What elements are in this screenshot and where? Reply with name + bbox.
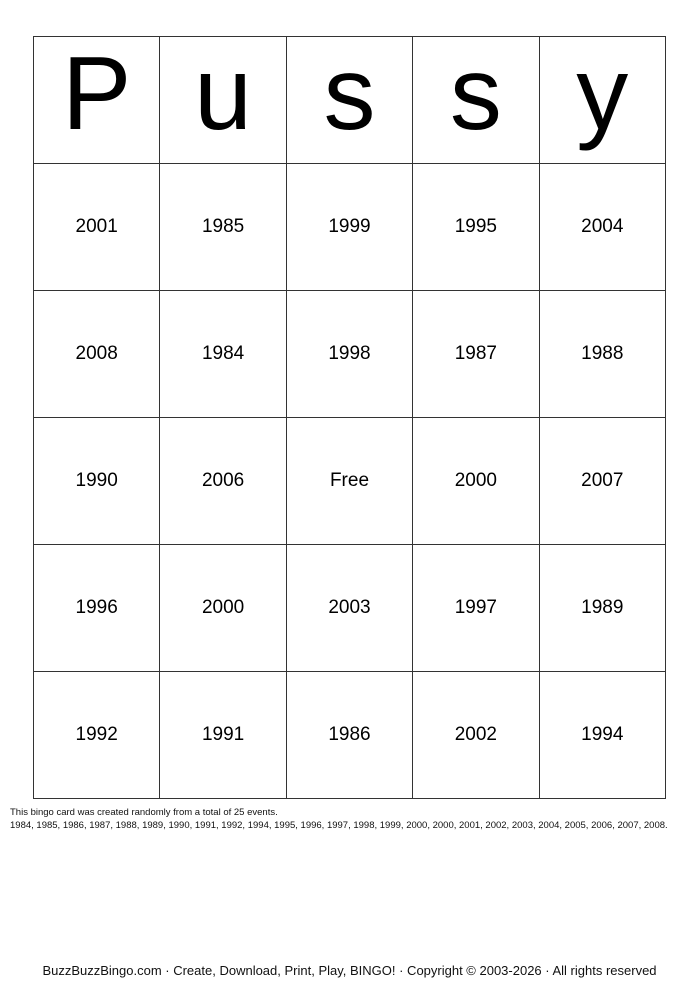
- bingo-row: [34, 418, 666, 545]
- bingo-cell: 2006: [160, 418, 286, 545]
- bingo-cell: 1987: [413, 291, 539, 418]
- bingo-cell: 2004: [539, 164, 665, 291]
- bingo-cell: 2000: [413, 418, 539, 545]
- bingo-cell: 1996: [34, 545, 160, 672]
- bingo-cell: 1989: [539, 545, 665, 672]
- page-footer: BuzzBuzzBingo.com · Create, Download, Print, Play, BINGO! · Copyright © 2003-2026 · All rights reserved: [42, 963, 657, 978]
- bingo-cell: 1991: [160, 672, 286, 799]
- header-cell: P: [34, 37, 160, 164]
- bingo-cell: 1985: [160, 164, 286, 291]
- bingo-cell: 1997: [413, 545, 539, 672]
- free-cell: Free: [286, 418, 412, 545]
- bingo-cell: 1994: [539, 672, 665, 799]
- bingo-cell: 2001: [34, 164, 160, 291]
- bingo-cell: 2007: [539, 418, 665, 545]
- bingo-row: [34, 672, 666, 799]
- bingo-row: [34, 545, 666, 672]
- header-cell: y: [539, 37, 665, 164]
- bingo-cell: 2002: [413, 672, 539, 799]
- footnote-event-list: 1984, 1985, 1986, 1987, 1988, 1989, 1990, 1991, 1992, 1994, 1995, 1996, 1997, 1998, 1999, 2000, 2000, 2001, 2002, 2003, 2004, 2005, 2006, 2007, 2008.: [10, 820, 668, 831]
- header-cell: s: [413, 37, 539, 164]
- bingo-cell: 1984: [160, 291, 286, 418]
- bingo-cell: 1999: [286, 164, 412, 291]
- card-footnote: [10, 806, 668, 832]
- bingo-cell: 1986: [286, 672, 412, 799]
- bingo-cell: 1990: [34, 418, 160, 545]
- bingo-cell: 1988: [539, 291, 665, 418]
- bingo-cell: 2003: [286, 545, 412, 672]
- footnote-summary: This bingo card was created randomly from a total of 25 events.: [10, 807, 278, 818]
- bingo-cell: 1992: [34, 672, 160, 799]
- bingo-row: [34, 291, 666, 418]
- bingo-card: [33, 36, 666, 799]
- bingo-header-row: [34, 37, 666, 164]
- bingo-cell: 1995: [413, 164, 539, 291]
- bingo-cell: 2008: [34, 291, 160, 418]
- header-cell: u: [160, 37, 286, 164]
- bingo-cell: 2000: [160, 545, 286, 672]
- bingo-row: [34, 164, 666, 291]
- header-cell: s: [286, 37, 412, 164]
- bingo-cell: 1998: [286, 291, 412, 418]
